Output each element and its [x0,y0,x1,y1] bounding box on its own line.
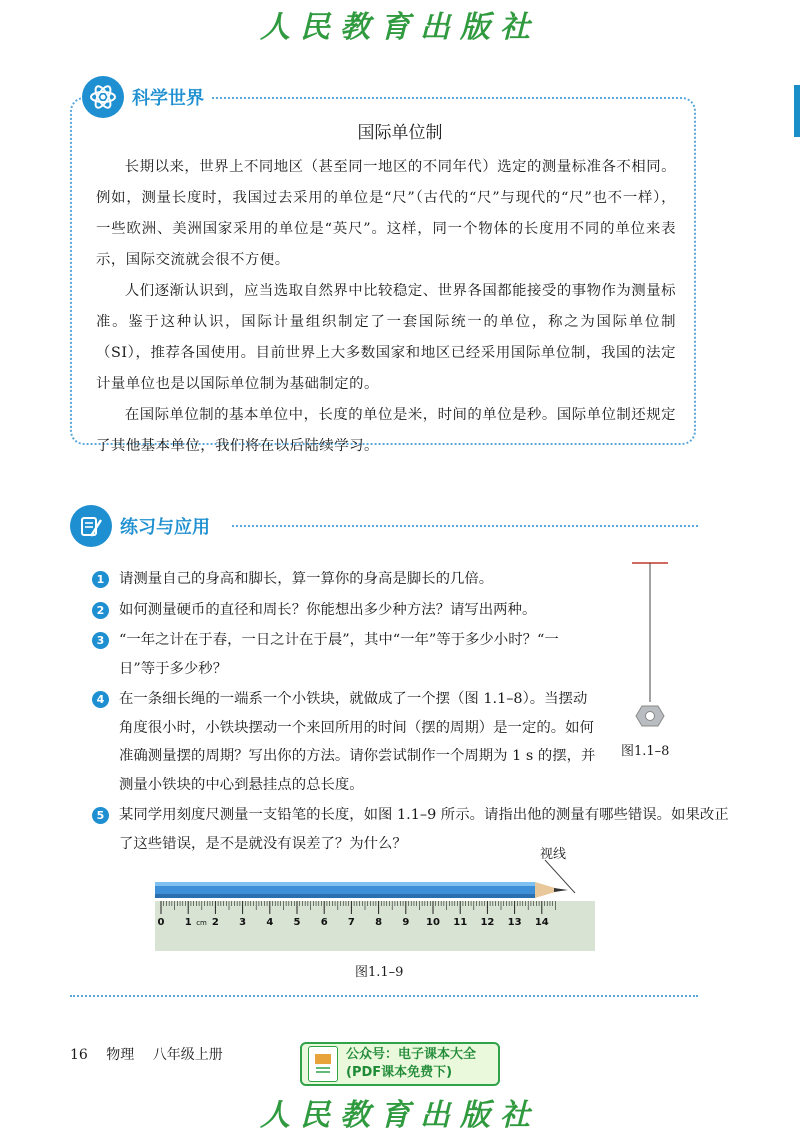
ruler-tick-label: 11 [453,917,468,928]
question-list [92,565,729,858]
wechat-badge [300,1042,500,1086]
figure-caption-pendulum: 图1.1–8 [621,744,670,759]
ruler-figure [150,855,600,955]
ruler-tick-label: 13 [507,917,522,928]
question-text: 请测量自己的身高和脚长，算一算你的身高是脚长的几倍。 [119,571,494,587]
page-footer [70,1044,237,1064]
ruler-tick-label: 7 [347,917,355,928]
paragraph: 人们逐渐认识到，应当选取自然界中比较稳定、世界各国都能接受的事物作为测量标准。鉴于这种认识，国际计量组织制定了一套国际统一的单位，称之为国际单位制（SI），推荐各国使用。目前世界上大多数国家和地区已经采用国际单位制，我国的法定计量单位也是以国际单位制为基础制定的。 [96,283,676,392]
science-world-title: 国际单位制 [357,123,443,143]
science-world-heading: 科学世界 [132,88,204,109]
ruler-tick-label: 5 [293,917,301,928]
practice-header [70,505,218,547]
badge-line2: (PDF课本免费下) [346,1065,453,1080]
question-item [92,626,589,683]
paragraph: 长期以来，世界上不同地区（甚至同一地区的不同年代）选定的测量标准各不相同。例如，测量长度时，我国过去采用的单位是“尺”（古代的“尺”与现代的“尺”也不一样），一些欧洲、美洲国家采用的单位是“英尺”。这样，同一个物体的长度用不同的单位来表示，国际交流就会很不方便。 [96,159,676,268]
sight-line-label: 视线 [540,847,567,862]
badge-line1: 公众号：电子课本大全 [346,1047,477,1062]
atom-icon [82,76,124,118]
ruler-tick-label: 14 [534,917,549,928]
question-item [92,801,729,858]
question-number-badge: 4 [92,691,109,708]
science-world-body [96,152,676,462]
question-number-badge: 1 [92,571,109,588]
paragraph: 在国际单位制的基本单位中，长度的单位是米，时间的单位是秒。国际单位制还规定了其他基本单位，我们将在以后陆续学习。 [96,407,676,454]
ruler-tick-label: 8 [375,917,383,928]
question-item [92,685,599,799]
figure-caption-ruler: 图1.1–9 [355,965,404,980]
ruler-tick-label: 3 [239,917,247,928]
book-icon [308,1046,338,1082]
ruler-tick-label: 10 [426,917,440,928]
ruler-tick-label: 1 [184,917,192,928]
ruler-tick-label: 2 [211,917,219,928]
question-item [92,596,602,625]
grade-label: 八年级上册 [152,1047,223,1063]
pendulum-figure [620,560,680,735]
question-number-badge: 2 [92,602,109,619]
ruler-tick-label: 0 [157,917,165,928]
divider [232,525,698,527]
ruler-tick-label: 9 [402,917,410,928]
subject-label: 物理 [106,1047,135,1063]
divider [70,995,698,997]
ruler-tick-label: 12 [480,917,495,928]
notebook-pen-icon [70,505,112,547]
science-world-header [82,76,212,118]
question-item [92,565,602,594]
question-text: 某同学用刻度尺测量一支铅笔的长度，如图 1.1–9 所示。请指出他的测量有哪些错误。如果改正了这些错误，是不是就没有误差了？为什么？ [119,807,729,852]
ruler-tick-label: 4 [266,917,274,928]
publisher-logo-top: 人民教育出版社 [260,10,540,45]
question-number-badge: 5 [92,807,109,824]
page-number: 16 [70,1047,88,1063]
question-text: “一年之计在于春，一日之计在于晨”，其中“一年”等于多少小时？“一日”等于多少秒？ [119,632,559,677]
ruler-tick-label: 6 [320,917,328,928]
ruler-unit-label: cm [196,919,207,927]
question-number-badge: 3 [92,632,109,649]
publisher-logo-bottom: 人民教育出版社 [260,1098,540,1133]
practice-heading: 练习与应用 [120,517,210,538]
question-text: 在一条细长绳的一端系一个小铁块，就做成了一个摆（图 1.1–8）。当摆动角度很小时，小铁块摆动一个来回所用的时间（摆的周期）是一定的。如何准确测量摆的周期？写出你的方法。请你尝试制作一个周期为 1 s 的摆，并测量小铁块的中心到悬挂点的总长度。 [119,691,596,793]
question-text: 如何测量硬币的直径和周长？你能想出多少种方法？请写出两种。 [119,601,537,618]
